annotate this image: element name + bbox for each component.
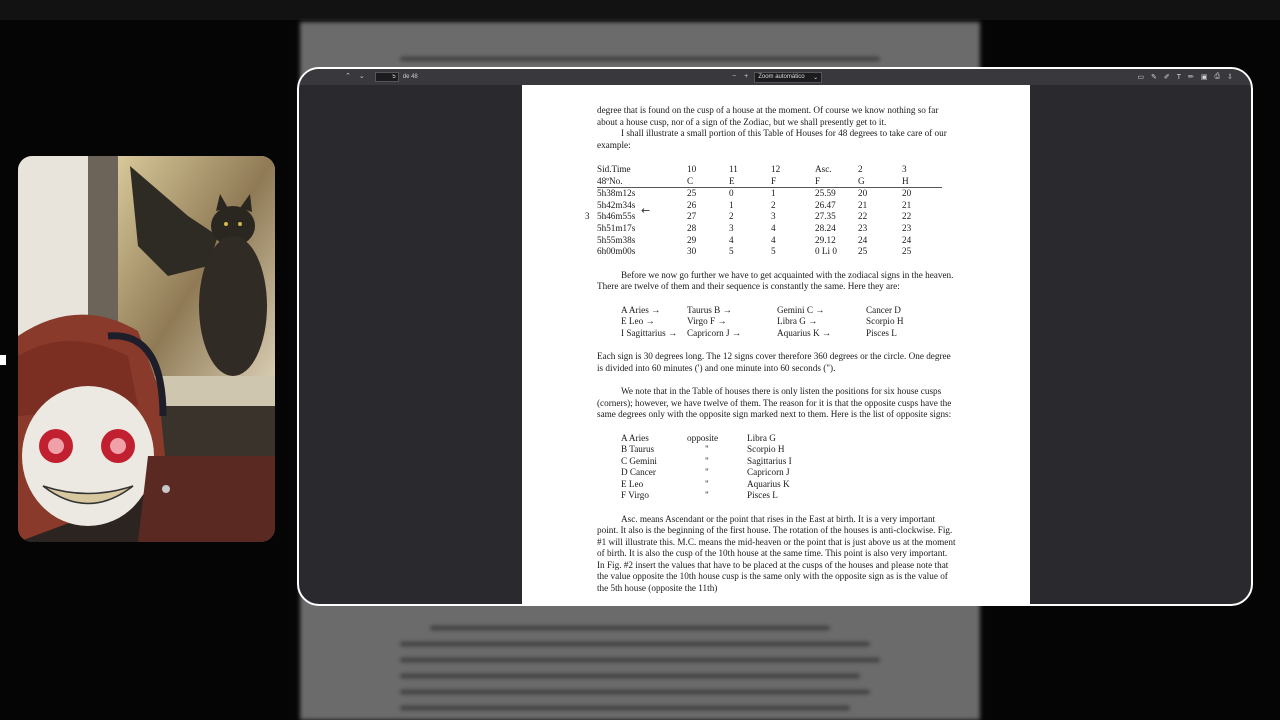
zodiac-sign-item: Pisces L (866, 327, 897, 338)
zodiac-sign-item: A Aries → (621, 304, 661, 315)
zoom-controls (724, 69, 822, 85)
viewer-toolbar (299, 69, 1251, 85)
zodiac-sign-item: I Sagittarius → (621, 327, 678, 338)
zodiac-sign-item: Virgo F → (687, 316, 727, 327)
pen-icon[interactable]: ✏ (1188, 74, 1194, 81)
table-cell: 28.24 (815, 222, 836, 233)
table-cell: 0 Li 0 (815, 246, 837, 257)
table-cell: 4 (771, 234, 776, 245)
blur-line (400, 674, 860, 678)
opposite-sign-cell: Scorpio H (747, 444, 785, 455)
table-cell: 25 (687, 188, 697, 199)
opposite-sign-cell: Aquarius K (747, 478, 790, 489)
blur-line (400, 642, 870, 646)
zoom-out-button[interactable]: − (732, 73, 737, 80)
opposite-sign-cell: D Cancer (621, 467, 656, 478)
spacer (597, 374, 957, 386)
zodiac-sign-item: E Leo → (621, 316, 655, 327)
table-cell: 20 (858, 188, 868, 199)
opposite-sign-cell: " (705, 455, 709, 466)
table-row (597, 188, 942, 200)
table-cell: 22 (902, 211, 912, 222)
table-cell: 24 (902, 234, 912, 245)
table-cell: 23 (902, 222, 912, 233)
table-header-cell: 2 (858, 164, 863, 174)
table-header-cell: 11 (729, 164, 738, 174)
table-header-cell: H (902, 176, 942, 188)
table-header-cell: F (771, 176, 815, 188)
table-cell: 29 (687, 234, 697, 245)
blur-line (400, 658, 880, 662)
blur-line (400, 57, 880, 61)
zodiac-sign-item: Libra G → (777, 316, 818, 327)
zodiac-sign-item: Scorpio H (866, 316, 904, 327)
table-cell: 26.47 (815, 199, 836, 210)
image-icon[interactable]: ▣ (1200, 74, 1208, 81)
comment-icon[interactable]: ▭ (1137, 74, 1144, 81)
spacer (597, 339, 957, 351)
zodiac-signs-list (621, 305, 957, 340)
opposite-sign-cell: F Virgo (621, 490, 649, 501)
table-header-row (597, 164, 942, 176)
table-header-cell: E (729, 176, 771, 188)
table-header-cell: C (687, 176, 729, 188)
table-cell-text: 5h46m55s (597, 211, 636, 222)
highlight-icon[interactable]: ✎ (1150, 74, 1157, 81)
paragraph-signs-intro: Before we now go further we have to get acquainted with the zodiacal signs in the heaven. There are twelve of them and their sequence is constantly the same. Here they are: (597, 269, 954, 292)
table-cell: 2 (771, 199, 776, 210)
spacer (597, 258, 957, 270)
table-row (597, 235, 942, 247)
opposite-sign-cell: " (705, 467, 709, 478)
zodiac-sign-item: Aquarius K → (777, 327, 832, 338)
page-content (585, 105, 957, 594)
table-cell: 3 (729, 222, 734, 233)
table-cell: 5 (729, 246, 734, 257)
table-cell: 20 (902, 188, 912, 199)
table-header-cell: 3 (902, 164, 907, 174)
table-header-cell: 10 (687, 164, 697, 174)
zoom-in-button[interactable]: + (744, 73, 749, 80)
opposite-sign-cell: Pisces L (747, 490, 778, 501)
opposite-sign-cell: B Taurus (621, 444, 655, 455)
draw-icon[interactable]: ✐ (1163, 74, 1170, 81)
table-cell: 5h55m38s (597, 234, 636, 245)
table-cell: 29.12 (815, 234, 836, 245)
table-cell: 24 (858, 234, 868, 245)
table-cell: 27 (687, 211, 697, 222)
table-cell: 25 (858, 246, 868, 257)
table-cell: 6h00m00s (597, 246, 636, 257)
zodiac-sign-item: Gemini C → (777, 304, 825, 315)
blur-line (430, 626, 830, 630)
chevron-down-icon: ⌄ (813, 74, 819, 81)
previous-page-button[interactable] (345, 69, 351, 85)
paragraph-intro-1: degree that is found on the cusp of a house at the moment. Of course we know nothing so far about a house cusp, nor of a sign of the Zodiac, but we shall presently get to it. (597, 105, 939, 127)
table-cell: 3 (771, 211, 776, 222)
opposite-sign-cell: A Aries (621, 432, 649, 443)
background-topbar (0, 0, 1280, 20)
table-row (597, 246, 942, 258)
zoom-select[interactable] (754, 72, 822, 83)
blur-line (400, 706, 850, 710)
table-cell: 0 (729, 188, 734, 199)
spacer (597, 502, 957, 514)
opposite-signs-list (621, 433, 957, 502)
paragraph-opposite-intro: We note that in the Table of houses there is only listen the positions for six house cusps (corners); however, we have twelve of them. The reason for it is that the opposite cusps have the same degrees only with the opposite sign marked next to them. Here is the list of opposite signs: (597, 386, 952, 420)
table-cell: 5h38m12s (597, 188, 636, 199)
next-page-button[interactable] (359, 69, 365, 85)
opposite-sign-cell: C Gemini (621, 455, 657, 466)
table-header-row (597, 176, 942, 188)
table-cell: 21 (902, 199, 912, 210)
opposite-sign-cell: " (705, 444, 709, 455)
zoom-select-value: Zoom automático (758, 74, 805, 80)
zodiac-sign-item: Taurus B → (687, 304, 732, 315)
paragraph-intro-2: I shall illustrate a small portion of this Table of Houses for 48 degrees to take care of our example: (597, 128, 947, 150)
zodiac-sign-item: Cancer D (866, 304, 901, 315)
opposite-sign-cell: " (705, 490, 709, 501)
table-cell: 22 (858, 211, 868, 222)
save-icon[interactable]: ⇩ (1227, 74, 1233, 81)
table-cell: 5h51m17s (597, 222, 636, 233)
pdf-viewer-window (297, 67, 1253, 606)
opposite-sign-cell: Sagittarius I (747, 455, 792, 466)
handwritten-row-mark: 3 (585, 211, 590, 222)
blur-line (400, 690, 870, 694)
chevron-up-icon: ⌃ (345, 73, 351, 80)
opposite-sign-cell: Capricorn J (747, 467, 790, 478)
table-cell: 5h42m34s (597, 199, 636, 210)
table-cell: 25.59 (815, 188, 836, 199)
pdf-page (522, 85, 1030, 606)
background-edge-mark (0, 355, 6, 365)
paragraph-ascendant: Asc. means Ascendant or the point that rises in the East at birth. It is a very important point. It also is the beginning of the first house. The rotation of the houses is anti-clockwise. Fig. #1 will illustrate this. M.C. means the mid-heaven or the point that is just above us at the moment of birth. It is also the cusp of the 10th house at the same time. This point is also very important. In Fig. #2 insert the values that have to be placed at the cusps of the houses and please note that the value opposite the 10th house cusp is the same only with the opposite sign as is the value of the 5th house (opposite the 11th) (597, 513, 956, 593)
table-header-cell: G (858, 176, 902, 188)
table-cell: 1 (729, 199, 734, 210)
page-number-input[interactable] (375, 72, 399, 82)
table-cell: 5 (771, 246, 776, 257)
table-cell: 4 (771, 222, 776, 233)
table-of-houses-wrapper (585, 164, 957, 258)
table-cell: 28 (687, 222, 697, 233)
table-cell: 1 (771, 188, 776, 199)
table-cell: 2 (729, 211, 734, 222)
opposite-sign-cell: Libra G (747, 432, 776, 443)
webcam-feed (18, 156, 275, 542)
table-header-cell: 48ºNo. (597, 176, 687, 188)
table-header-cell: Sid.Time (597, 164, 631, 174)
text-icon[interactable]: T (1176, 73, 1182, 81)
table-header-cell: 12 (771, 164, 781, 174)
paragraph-degrees: Each sign is 30 degrees long. The 12 signs cover therefore 360 degrees or the circle. One degree is divided into 60 minutes (') and one minute into 60 seconds ("). (597, 351, 951, 373)
table-cell: 4 (729, 234, 734, 245)
table-cell: 21 (858, 199, 868, 210)
table-cell: 26 (687, 199, 697, 210)
chevron-down-icon: ⌄ (358, 73, 365, 80)
toolbar-right-tools (1137, 69, 1233, 85)
opposite-sign-cell: opposite (687, 432, 719, 443)
table-cell: 27.35 (815, 211, 836, 222)
table-cell: 25 (902, 246, 912, 257)
handwritten-arrow-icon: ← (641, 204, 651, 217)
opposite-sign-cell: " (705, 478, 709, 489)
table-row (597, 223, 942, 235)
print-icon[interactable]: ⎙ (1214, 73, 1221, 80)
zodiac-sign-item: Capricorn J → (687, 327, 742, 338)
table-header-cell: Asc. (815, 164, 832, 174)
page-total-label: de 48 (402, 74, 418, 80)
table-cell: 30 (687, 246, 697, 257)
table-header-cell: F (815, 176, 858, 188)
webcam-image (18, 156, 275, 542)
opposite-sign-cell: E Leo (621, 478, 644, 489)
table-cell: 23 (858, 222, 868, 233)
